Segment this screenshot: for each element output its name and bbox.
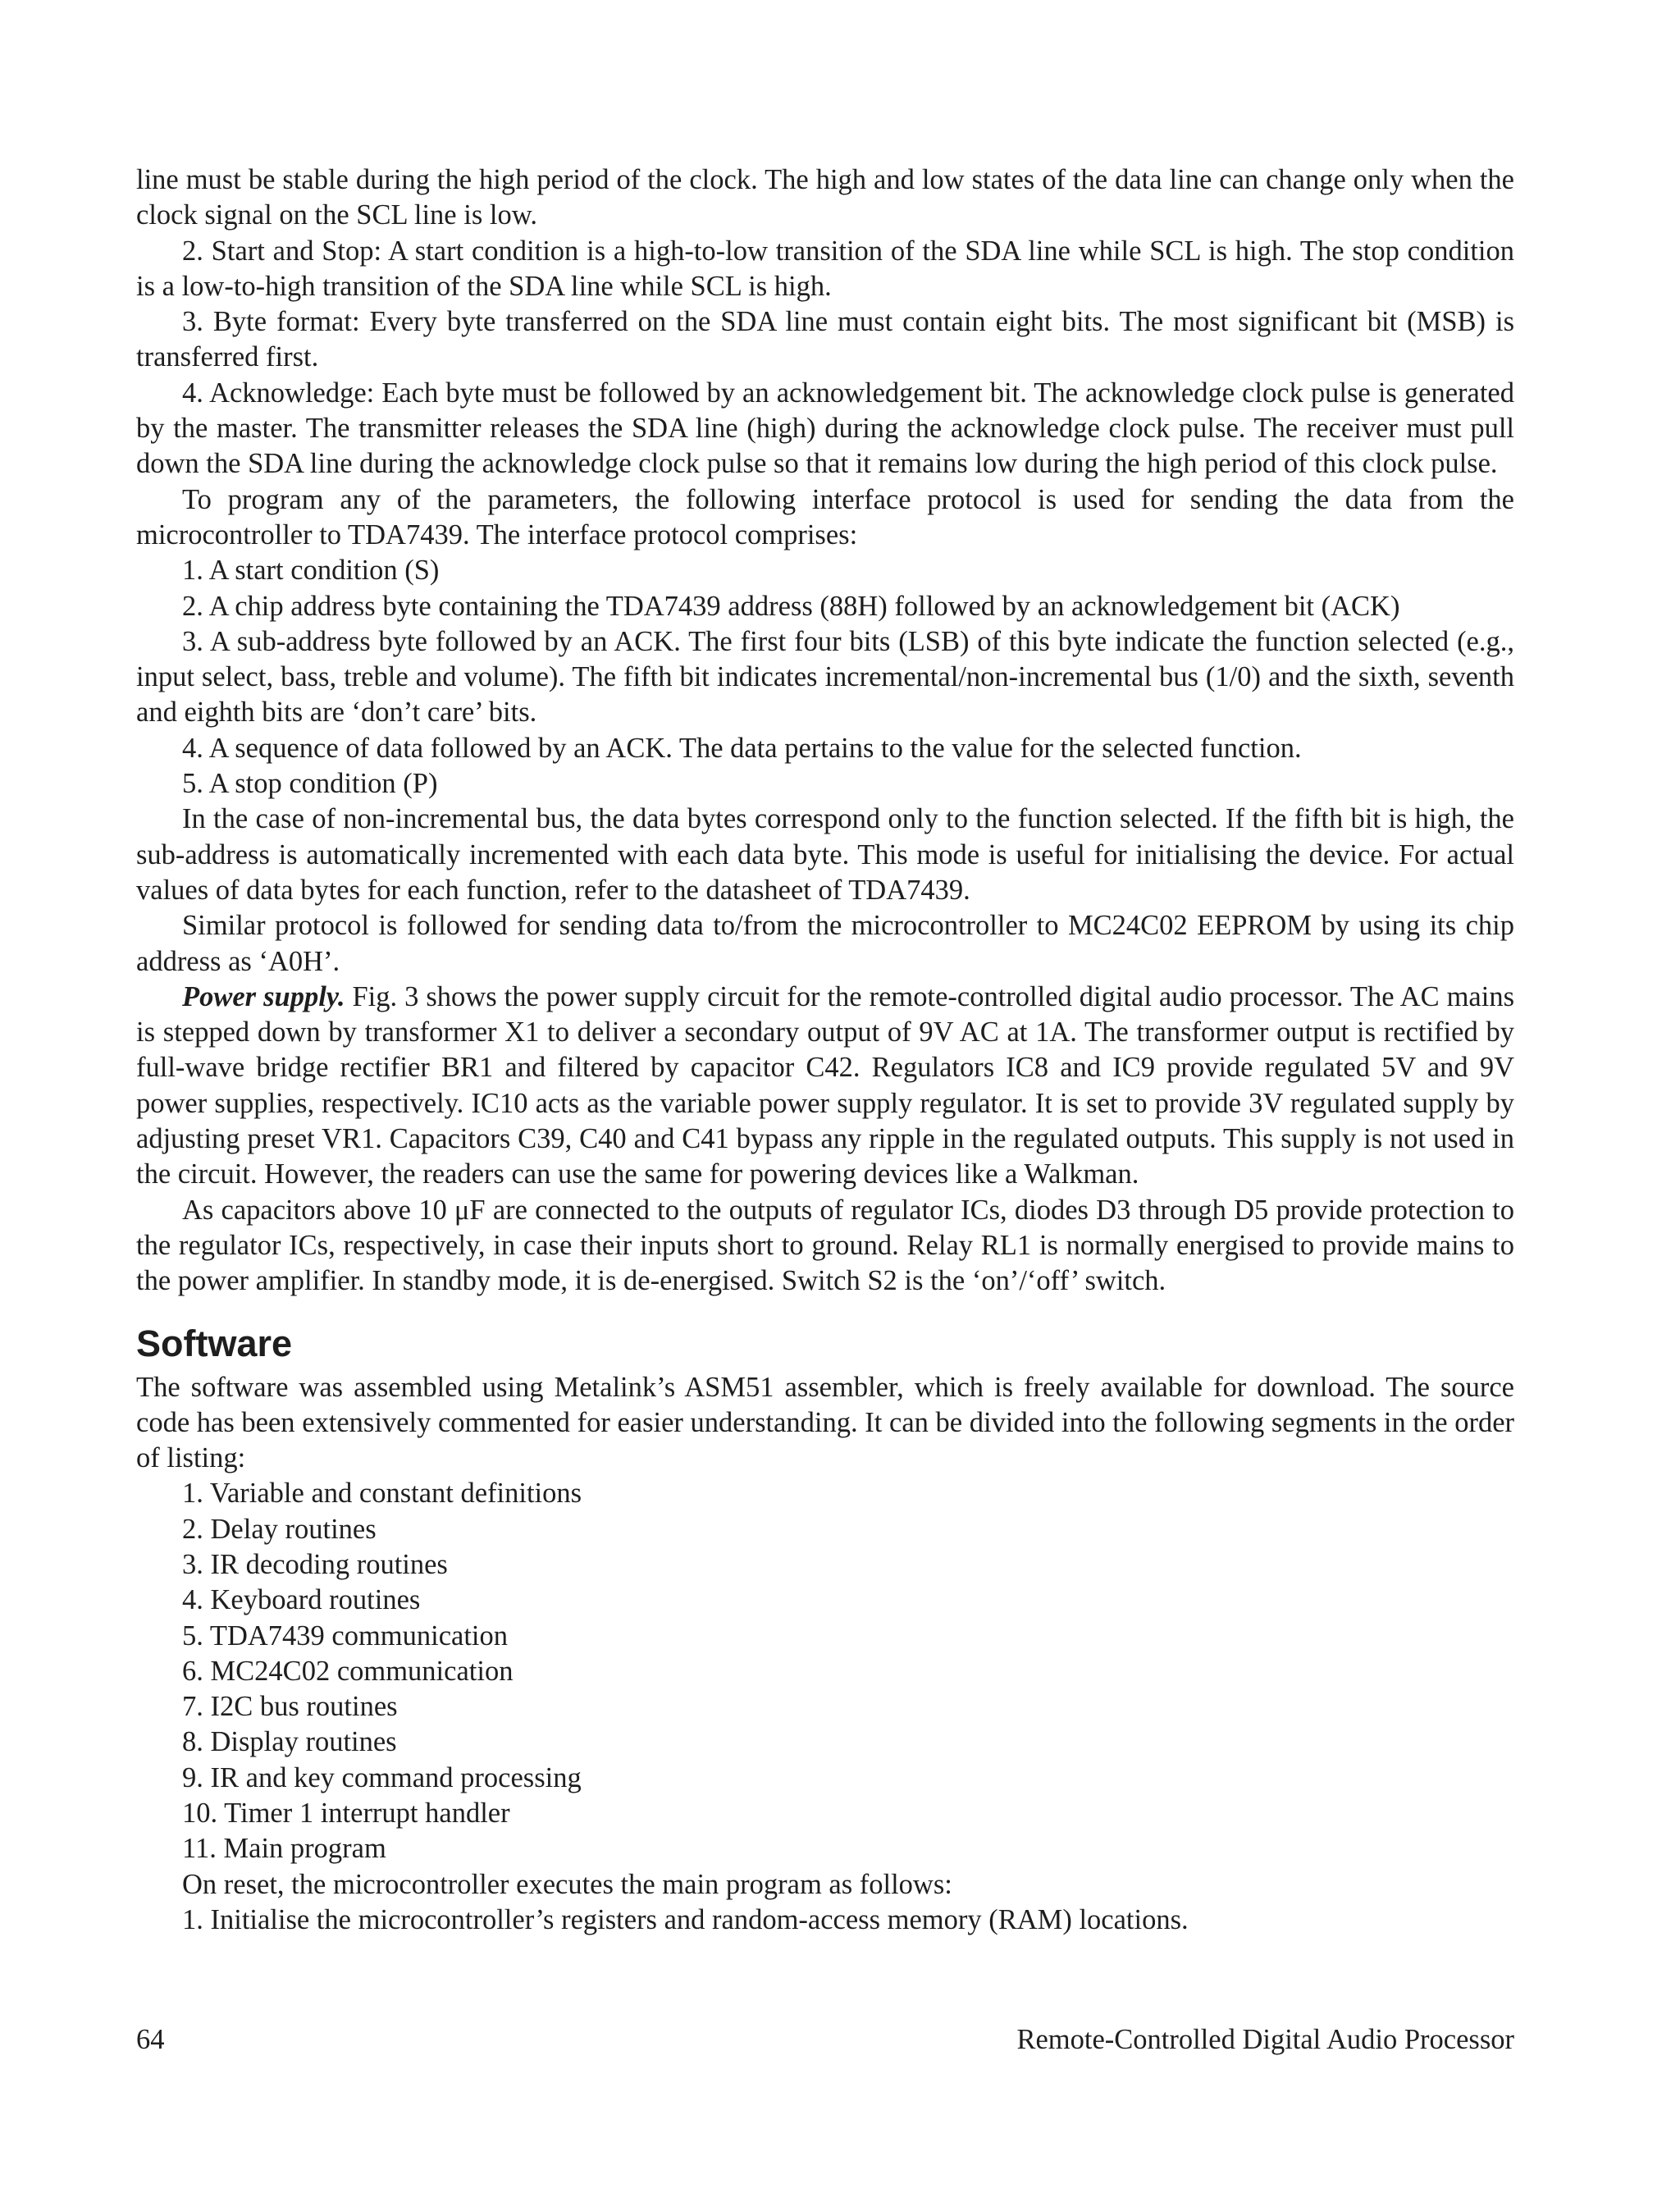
list-item xyxy=(136,1512,1514,1547)
paragraph xyxy=(136,1193,1514,1300)
list-item xyxy=(136,1689,1514,1725)
list-item xyxy=(136,1547,1514,1583)
paragraph xyxy=(136,376,1514,482)
list-item xyxy=(136,1796,1514,1831)
list-item xyxy=(136,766,1514,802)
paragraph xyxy=(136,980,1514,1193)
paragraph-text: 1. Initialise the microcontroller’s registers and random-access memory (RAM) locations. xyxy=(182,1903,1189,1935)
paragraph xyxy=(136,304,1514,376)
list-item xyxy=(136,1867,1514,1903)
paragraph-text: Fig. 3 shows the power supply circuit for the remote-controlled digital audio processor. The AC mains is stepped down by transformer X1 to deliver a secondary output of 9V AC at 1A. The transformer output is rectified by full-wave bridge rectifier BR1 and filtered by capacitor C42. Regulators IC8 and IC9 provide regulated 5V and 9V power supplies, respectively. IC10 acts as the variable power supply regulator. It is set to provide 3V regulated supply by adjusting preset VR1. Capacitors C39, C40 and C41 bypass any ripple in the regulated outputs. This supply is not used in the circuit. However, the readers can use the same for powering devices like a Walkman. xyxy=(136,980,1514,1190)
list-item xyxy=(136,1725,1514,1760)
paragraph-text: 4. Keyboard routines xyxy=(182,1584,421,1616)
paragraph-text: 2. Start and Stop: A start condition is a high-to-low transition of the SDA line while SCL is high. The stop condition is a low-to-high transition of the SDA line while SCL is high. xyxy=(136,235,1514,302)
paragraph-text: 10. Timer 1 interrupt handler xyxy=(182,1798,510,1830)
paragraph xyxy=(136,802,1514,908)
text-block-software xyxy=(136,1370,1514,1939)
paragraph-text: line must be stable during the high period of the clock. The high and low states of the data line can change only when the clock signal on the SCL line is low. xyxy=(136,164,1514,231)
paragraph xyxy=(136,908,1514,980)
paragraph-text: 3. IR decoding routines xyxy=(182,1548,448,1580)
paragraph-text: 5. TDA7439 communication xyxy=(182,1620,509,1652)
paragraph-text: The software was assembled using Metalink’s ASM51 assembler, which is freely available for download. The source code has been extensively commented for easier understanding. It can be divided into the following segments in the order of listing: xyxy=(136,1371,1514,1474)
list-item xyxy=(136,1761,1514,1796)
text-block-interface-and-power xyxy=(136,162,1514,1300)
list-item xyxy=(136,1583,1514,1618)
page-body xyxy=(136,162,1514,1938)
paragraph xyxy=(136,162,1514,234)
list-item xyxy=(136,1831,1514,1866)
paragraph xyxy=(136,1370,1514,1477)
paragraph-text: 4. Acknowledge: Each byte must be followed by an acknowledgement bit. The acknowledge clock pulse is generated by the master. The transmitter releases the SDA line (high) during the acknowledge clock pulse. The receiver must pull down the SDA line during the acknowledge clock pulse so that it remains low during the high period of this clock pulse. xyxy=(136,377,1514,480)
list-item xyxy=(136,1903,1514,1938)
list-item xyxy=(136,731,1514,766)
paragraph-text: 7. I2C bus routines xyxy=(182,1691,398,1723)
paragraph-text: 2. A chip address byte containing the TDA7439 address (88H) followed by an acknowledgement bit (ACK) xyxy=(182,590,1400,622)
paragraph-text: 3. A sub-address byte followed by an ACK. The first four bits (LSB) of this byte indicate the function selected (e.g., input select, bass, treble and volume). The fifth bit indicates incremental/non-incremental bus (1/0) and the sixth, seventh and eighth bits are ‘don’t care’ bits. xyxy=(136,625,1514,729)
paragraph-text: In the case of non-incremental bus, the data bytes correspond only to the function selected. If the fifth bit is high, the sub-address is automatically incremented with each data byte. This mode is useful for initialising the device. For actual values of data bytes for each function, refer to the datasheet of TDA7439. xyxy=(136,803,1514,906)
paragraph-text: To program any of the parameters, the following interface protocol is used for sending the data from the microcontroller to TDA7439. The interface protocol comprises: xyxy=(136,483,1514,550)
list-item xyxy=(136,1619,1514,1654)
paragraph-text: 9. IR and key command processing xyxy=(182,1761,582,1793)
paragraph-text: 5. A stop condition (P) xyxy=(182,768,438,800)
paragraph-text: 3. Byte format: Every byte transferred on the SDA line must contain eight bits. The most significant bit (MSB) is transferred first. xyxy=(136,306,1514,373)
paragraph-text: 8. Display routines xyxy=(182,1726,397,1758)
running-title: Remote-Controlled Digital Audio Processor xyxy=(1016,2024,1514,2055)
paragraph-text: 1. A start condition (S) xyxy=(182,555,440,587)
paragraph-text: 1. Variable and constant definitions xyxy=(182,1478,582,1510)
paragraph xyxy=(136,624,1514,731)
page-number: 64 xyxy=(136,2024,165,2055)
paragraph-text: 4. A sequence of data followed by an ACK. The data pertains to the value for the selected function. xyxy=(182,732,1302,764)
section-heading-software: Software xyxy=(136,1322,293,1364)
paragraph-text: As capacitors above 10 μF are connected to the outputs of regulator ICs, diodes D3 through D5 provide protection to the regulator ICs, respectively, in case their inputs short to ground. Relay RL1 is normally energised to provide mains to the power amplifier. In standby mode, it is de-energised. Switch S2 is the ‘on’/‘off’ switch. xyxy=(136,1194,1514,1297)
paragraph-text: 11. Main program xyxy=(182,1833,386,1865)
paragraph xyxy=(136,234,1514,305)
paragraph-text: 6. MC24C02 communication xyxy=(182,1655,514,1687)
paragraph xyxy=(136,482,1514,554)
list-item xyxy=(136,553,1514,588)
paragraph-lead-in: Power supply. xyxy=(182,980,345,1012)
paragraph-text: Similar protocol is followed for sending data to/from the microcontroller to MC24C02 EEPROM by using its chip address as ‘A0H’. xyxy=(136,910,1514,977)
list-item xyxy=(136,1654,1514,1689)
paragraph-text: On reset, the microcontroller executes the main program as follows: xyxy=(182,1868,952,1900)
list-item xyxy=(136,1476,1514,1511)
paragraph-text: 2. Delay routines xyxy=(182,1513,377,1545)
list-item xyxy=(136,589,1514,624)
